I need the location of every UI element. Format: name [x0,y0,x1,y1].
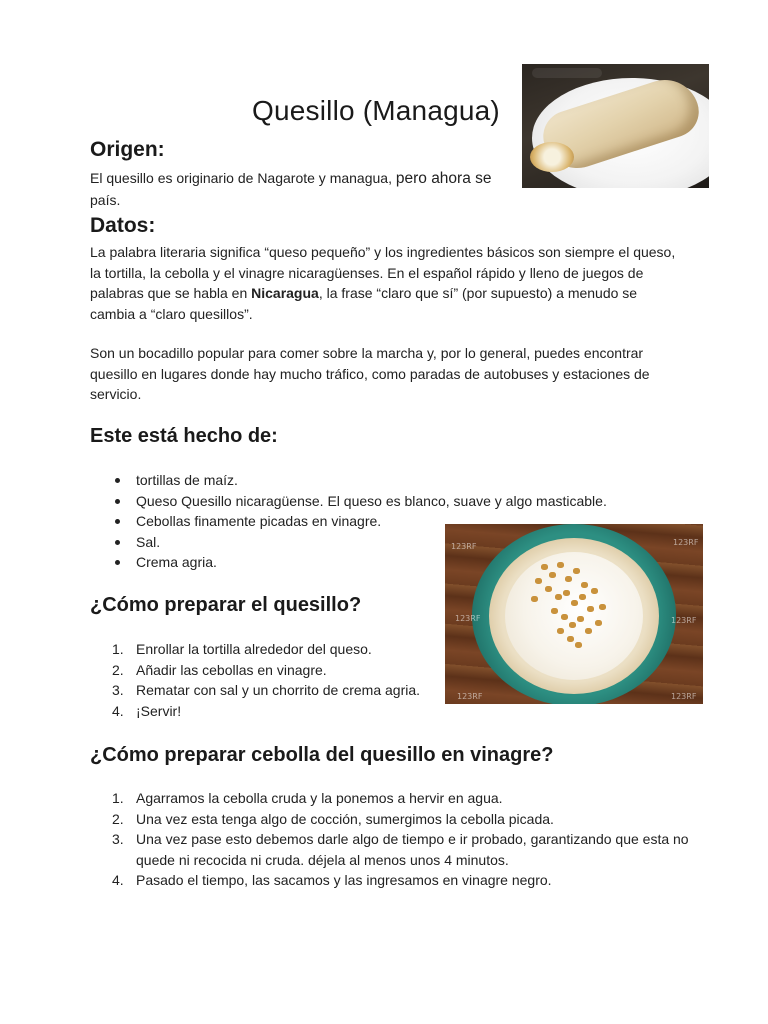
onion-piece [555,594,562,600]
step-number: 2. [112,810,124,827]
quesillo-open-photo [445,524,703,704]
list-item [112,701,466,722]
quesillo-filling [530,142,574,172]
list-item [112,829,716,870]
onion-piece [557,562,564,568]
origen-text-c: país. [90,191,121,208]
onion-piece [575,642,582,648]
preparation-steps [90,639,466,721]
onion-piece [571,600,578,606]
list-item [112,660,466,681]
onion-piece [573,568,580,574]
onion-piece [563,590,570,596]
list-item [112,870,716,891]
list-item [112,639,466,660]
step-number: 3. [112,831,124,847]
onion-piece [551,608,558,614]
step-text: Una vez esta tenga algo de cocción, sumergimos la cebolla picada. [136,810,554,827]
list-item: Queso Quesillo nicaragüense. El queso es blanco, suave y algo masticable. [136,491,696,512]
step-number: 4. [112,872,124,888]
step-text: Una vez pase esto debemos darle algo de tiempo e ir probado, garantizando que esta no quede ni recocida ni cruda. déjela al menos unos 4 minutos. [136,831,689,868]
watermark: 123RF [455,614,481,623]
watermark: 123RF [671,692,697,701]
list-item: Sal. [136,532,696,553]
origen-text-a: El quesillo es originario de Nagarote y managua, [90,170,392,186]
page-title: Quesillo (Managua) [252,95,500,126]
onion-piece [565,576,572,582]
onion-piece [599,604,606,610]
onion-piece [591,588,598,594]
step-number: 1. [112,641,124,657]
onion-piece [577,616,584,622]
onion-piece [531,596,538,602]
step-number: 2. [112,661,124,678]
onion-piece [545,586,552,592]
onion-piece [557,628,564,634]
step-number: 1. [112,790,124,806]
datos-paragraph-1 [90,242,680,324]
onion-piece [595,620,602,626]
step-text: Rematar con sal y un chorrito de crema agria. [136,682,421,698]
onion-piece [585,628,592,634]
onion-piece [569,622,576,628]
step-number: 4. [112,702,124,719]
onion-piece [579,594,586,600]
onion-piece [561,614,568,620]
datos-p1-start: La palabra literaria significa “queso pequeño” y los ingredientes básicos son siempre el queso, la tortilla, la cebolla y el vinagre nicaragüenses. En el español rápido y lleno de juegos de palabras que se habla en [90,244,676,301]
list-item [112,788,716,809]
ingredients-heading: Este está hecho de: [90,425,278,447]
origen-text-b: pero ahora se [395,170,492,187]
list-item [112,809,716,830]
watermark: 123RF [671,616,697,625]
quesillo-rolled-photo [522,64,709,188]
watermark: 123RF [457,692,483,701]
list-item: tortillas de maíz. [136,470,696,491]
step-text: Pasado el tiempo, las sacamos y las ingresamos en vinagre negro. [136,872,552,888]
datos-p1-end: , la frase “claro que sí” (por supuesto) a menudo se cambia a “claro quesillos”. [90,285,638,322]
list-item [112,680,466,701]
onion-piece [549,572,556,578]
preparation-heading: ¿Cómo preparar el quesillo? [90,594,362,616]
watermark: 123RF [451,542,477,551]
nicaragua-bold: Nicaragua [251,285,319,301]
origen-text [90,168,530,210]
onion-piece [581,582,588,588]
list-item: Crema agria. [136,552,696,573]
onion-piece [567,636,574,642]
onion-piece [535,578,542,584]
step-text: Enrollar la tortilla alrededor del queso. [136,641,372,657]
step-text: Añadir las cebollas en vinagre. [136,661,327,678]
step-text: ¡Servir! [136,702,182,719]
datos-paragraph-2: Son un bocadillo popular para comer sobre la marcha y, por lo general, puedes encontrar quesillo en lugares donde hay mucho tráfico, como paradas de autobuses y estaciones de servicio. [90,345,650,402]
watermark: 123RF [673,538,699,547]
list-item: Cebollas finamente picadas en vinagre. [136,511,696,532]
step-number: 3. [112,682,124,698]
datos-heading: Datos: [90,214,156,237]
onion-piece [541,564,548,570]
photo-highlight [532,68,602,78]
onion-vinegar-steps [90,788,716,891]
onion-vinegar-heading: ¿Cómo preparar cebolla del quesillo en vinagre? [90,744,554,766]
onion-piece [587,606,594,612]
step-text: Agarramos la cebolla cruda y la ponemos a hervir en agua. [136,790,503,806]
origen-heading: Origen: [90,138,165,161]
